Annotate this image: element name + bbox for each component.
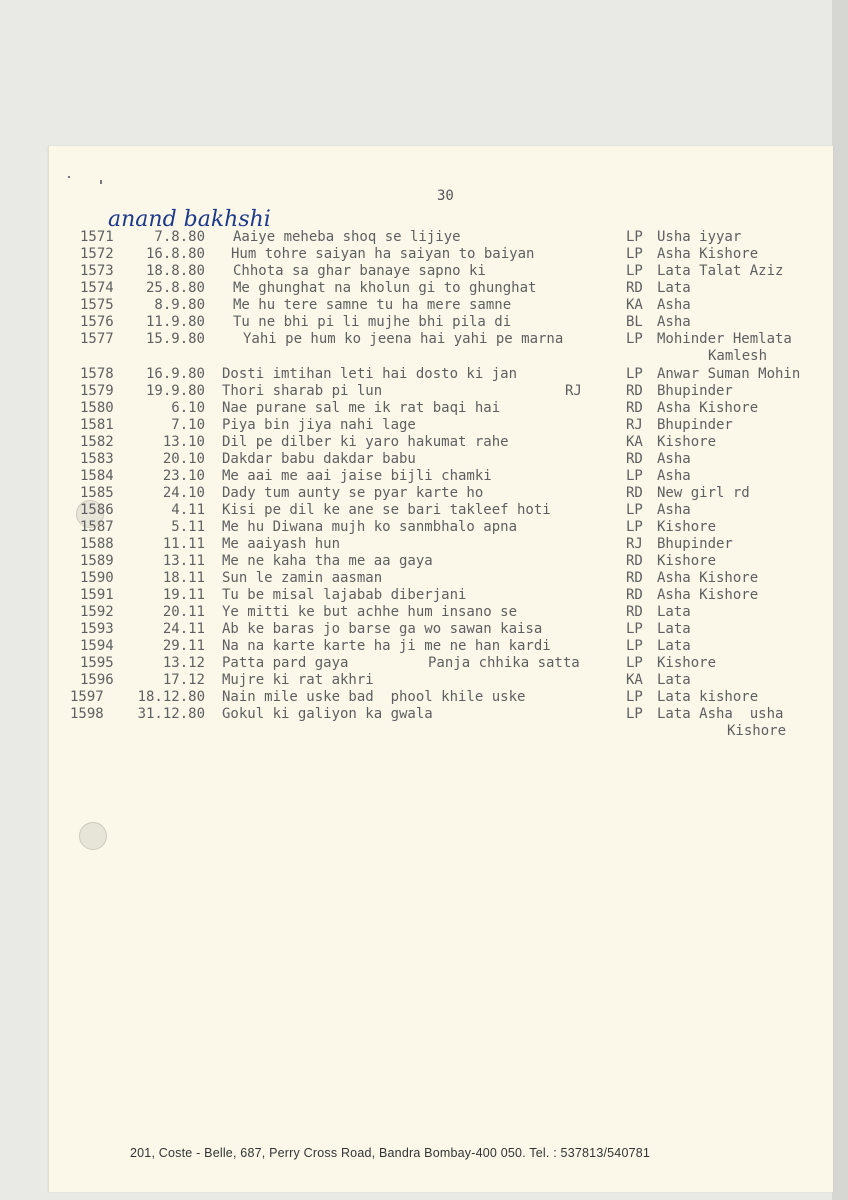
singer-name: Kishore: [657, 519, 717, 535]
entry-date: 13.11: [162, 553, 205, 569]
page-number: 30: [437, 188, 454, 204]
punch-hole: [79, 822, 107, 850]
song-row: [0, 246, 848, 263]
entry-number: 1587: [80, 519, 114, 535]
composer-code: LP: [626, 689, 643, 705]
composer-code: LP: [626, 519, 643, 535]
singer-name: Lata: [657, 672, 691, 688]
song-title: Me aai me aai jaise bijli chamki: [222, 468, 492, 484]
song-row: [0, 621, 848, 638]
entry-number: 1574: [80, 280, 114, 296]
entry-date: 4.11: [171, 502, 205, 518]
singer-name-continued: Kishore: [727, 723, 787, 739]
entry-date: 18.8.80: [145, 263, 205, 279]
song-row: [0, 536, 848, 553]
composer-code: KA: [626, 434, 643, 450]
singer-name: Anwar Suman Mohin: [657, 366, 801, 382]
entry-date: 16.8.80: [145, 246, 205, 262]
composer-code: KA: [626, 297, 643, 313]
song-title: Me ghunghat na kholun gi to ghunghat: [233, 280, 537, 296]
song-title: Piya bin jiya nahi lage: [222, 417, 416, 433]
entry-date: 29.11: [162, 638, 205, 654]
entry-date: 13.10: [162, 434, 205, 450]
entry-date: 8.9.80: [154, 297, 205, 313]
entry-date: 11.9.80: [145, 314, 205, 330]
song-note: Panja chhika satta: [428, 655, 580, 671]
singer-name: Asha: [657, 297, 691, 313]
song-row: [0, 468, 848, 485]
composer-code: RD: [626, 280, 643, 296]
singer-name: Bhupinder: [657, 383, 733, 399]
song-row: [0, 383, 848, 400]
singer-name: Lata Talat Aziz: [657, 263, 784, 279]
composer-code: LP: [626, 366, 643, 382]
entry-number: 1588: [80, 536, 114, 552]
entry-number: 1595: [80, 655, 114, 671]
song-title: Tu be misal lajabab diberjani: [222, 587, 467, 603]
singer-name: Asha Kishore: [657, 400, 759, 416]
composer-code: RD: [626, 604, 643, 620]
song-title: Ab ke baras jo barse ga wo sawan kaisa: [222, 621, 543, 637]
song-row-continued: [0, 348, 848, 365]
song-title: Me aaiyash hun: [222, 536, 341, 552]
composer-code: RD: [626, 570, 643, 586]
entry-number: 1593: [80, 621, 114, 637]
composer-code: RD: [626, 400, 643, 416]
song-row: [0, 400, 848, 417]
song-row: [0, 638, 848, 655]
song-title: Ye mitti ke but achhe hum insano se: [222, 604, 518, 620]
composer-code: LP: [626, 331, 643, 347]
singer-name: Asha Kishore: [657, 246, 759, 262]
singer-name: Asha: [657, 451, 691, 467]
entry-number: 1572: [80, 246, 114, 262]
composer-code: KA: [626, 672, 643, 688]
entry-number: 1575: [80, 297, 114, 313]
entry-number: 1583: [80, 451, 114, 467]
singer-name: Lata: [657, 621, 691, 637]
composer-code: RD: [626, 553, 643, 569]
song-title: Dil pe dilber ki yaro hakumat rahe: [222, 434, 509, 450]
footer-address: 201, Coste - Belle, 687, Perry Cross Road, Bandra Bombay-400 050. Tel. : 537813/540781: [130, 1146, 651, 1160]
entry-date: 20.10: [162, 451, 205, 467]
song-row: [0, 587, 848, 604]
song-row: [0, 280, 848, 297]
entry-number: 1585: [80, 485, 114, 501]
entry-number: 1594: [80, 638, 114, 654]
entry-number: 1576: [80, 314, 114, 330]
song-title: Aaiye meheba shoq se lijiye: [233, 229, 461, 245]
song-title: Me hu Diwana mujh ko sanmbhalo apna: [222, 519, 518, 535]
singer-name: Kishore: [657, 553, 717, 569]
song-title: Nae purane sal me ik rat baqi hai: [222, 400, 501, 416]
entry-date: 16.9.80: [145, 366, 205, 382]
song-row: [0, 689, 848, 706]
song-title: Me hu tere samne tu ha mere samne: [233, 297, 512, 313]
entry-date: 24.11: [162, 621, 205, 637]
composer-code: RD: [626, 383, 643, 399]
song-row: [0, 485, 848, 502]
composer-code: LP: [626, 246, 643, 262]
entry-date: 20.11: [162, 604, 205, 620]
entry-number: 1596: [80, 672, 114, 688]
entry-date: 25.8.80: [145, 280, 205, 296]
entry-number: 1582: [80, 434, 114, 450]
singer-name: Mohinder Hemlata: [657, 331, 792, 347]
composer-code: RD: [626, 451, 643, 467]
composer-code: LP: [626, 621, 643, 637]
composer-code: LP: [626, 706, 643, 722]
song-title: Chhota sa ghar banaye sapno ki: [233, 263, 486, 279]
singer-name: Lata: [657, 638, 691, 654]
entry-number: 1586: [80, 502, 114, 518]
song-row: [0, 451, 848, 468]
singer-name: Bhupinder: [657, 536, 733, 552]
entry-date: 19.11: [162, 587, 205, 603]
entry-number: 1584: [80, 468, 114, 484]
song-title: Dakdar babu dakdar babu: [222, 451, 416, 467]
composer-code: LP: [626, 468, 643, 484]
entry-number: 1597: [70, 689, 104, 705]
composer-code: BL: [626, 314, 643, 330]
song-title: Dosti imtihan leti hai dosto ki jan: [222, 366, 518, 382]
singer-name: Usha iyyar: [657, 229, 742, 245]
entry-date: 5.11: [171, 519, 205, 535]
entry-number: 1573: [80, 263, 114, 279]
song-row: [0, 229, 848, 246]
entry-date: 17.12: [162, 672, 205, 688]
entry-date: 11.11: [162, 536, 205, 552]
composer-code: LP: [626, 502, 643, 518]
song-title: Gokul ki galiyon ka gwala: [222, 706, 433, 722]
song-row: [0, 553, 848, 570]
song-title: Thori sharab pi lun: [222, 383, 383, 399]
singer-name: Kishore: [657, 434, 717, 450]
entry-date: 24.10: [162, 485, 205, 501]
entry-number: 1592: [80, 604, 114, 620]
entry-number: 1571: [80, 229, 114, 245]
song-title: Patta pard gaya: [222, 655, 349, 671]
song-row: [0, 434, 848, 451]
entry-number: 1590: [80, 570, 114, 586]
entry-date: 19.9.80: [145, 383, 205, 399]
song-title: Na na karte karte ha ji me ne han kardi: [222, 638, 551, 654]
entry-date: 31.12.80: [137, 706, 205, 722]
song-title: Sun le zamin aasman: [222, 570, 383, 586]
entry-date: 7.8.80: [154, 229, 205, 245]
singer-name: Kishore: [657, 655, 717, 671]
entry-date: 18.12.80: [137, 689, 205, 705]
singer-name: Lata Asha usha: [657, 706, 784, 722]
singer-name: Asha: [657, 314, 691, 330]
song-row: [0, 604, 848, 621]
song-row: [0, 263, 848, 280]
entry-date: 15.9.80: [145, 331, 205, 347]
composer-code: RD: [626, 587, 643, 603]
entry-date: 13.12: [162, 655, 205, 671]
entry-number: 1581: [80, 417, 114, 433]
song-row: [0, 502, 848, 519]
song-title: Yahi pe hum ko jeena hai yahi pe marna: [243, 331, 564, 347]
song-row: [0, 331, 848, 348]
singer-name: Lata: [657, 604, 691, 620]
composer-code: RJ: [626, 536, 643, 552]
song-title: Dady tum aunty se pyar karte ho: [222, 485, 484, 501]
song-title: Hum tohre saiyan ha saiyan to baiyan: [231, 246, 535, 262]
singer-name: Bhupinder: [657, 417, 733, 433]
singer-name: Lata: [657, 280, 691, 296]
singer-name: New girl rd: [657, 485, 750, 501]
singer-name: Asha: [657, 502, 691, 518]
entry-number: 1598: [70, 706, 104, 722]
song-row: [0, 655, 848, 672]
entry-number: 1591: [80, 587, 114, 603]
entry-date: 7.10: [171, 417, 205, 433]
song-row: [0, 314, 848, 331]
song-row: [0, 570, 848, 587]
singer-name: Asha Kishore: [657, 587, 759, 603]
composer-code: LP: [626, 229, 643, 245]
composer-code: LP: [626, 638, 643, 654]
entry-date: 18.11: [162, 570, 205, 586]
song-row: [0, 417, 848, 434]
ink-speck: [68, 176, 70, 178]
song-row: [0, 519, 848, 536]
composer-code: RD: [626, 485, 643, 501]
song-row: [0, 672, 848, 689]
singer-name-continued: Kamlesh: [708, 348, 768, 364]
song-title: Mujre ki rat akhri: [222, 672, 374, 688]
entry-number: 1579: [80, 383, 114, 399]
song-title: Kisi pe dil ke ane se bari takleef hoti: [222, 502, 551, 518]
entry-number: 1577: [80, 331, 114, 347]
song-note: RJ: [565, 383, 582, 399]
song-title: Me ne kaha tha me aa gaya: [222, 553, 433, 569]
entry-number: 1580: [80, 400, 114, 416]
entry-date: 6.10: [171, 400, 205, 416]
entry-date: 23.10: [162, 468, 205, 484]
song-row: [0, 366, 848, 383]
composer-code: LP: [626, 263, 643, 279]
song-title: Nain mile uske bad phool khile uske: [222, 689, 526, 705]
singer-name: Lata kishore: [657, 689, 759, 705]
composer-code: RJ: [626, 417, 643, 433]
song-title: Tu ne bhi pi li mujhe bhi pila di: [233, 314, 512, 330]
song-row: [0, 297, 848, 314]
song-row: [0, 706, 848, 723]
entry-number: 1589: [80, 553, 114, 569]
singer-name: Asha: [657, 468, 691, 484]
composer-code: LP: [626, 655, 643, 671]
singer-name: Asha Kishore: [657, 570, 759, 586]
ink-speck: [100, 180, 102, 184]
svg-text:anand bakhshi: anand bakhshi: [108, 207, 271, 232]
song-row-continued: [0, 723, 848, 740]
entry-number: 1578: [80, 366, 114, 382]
